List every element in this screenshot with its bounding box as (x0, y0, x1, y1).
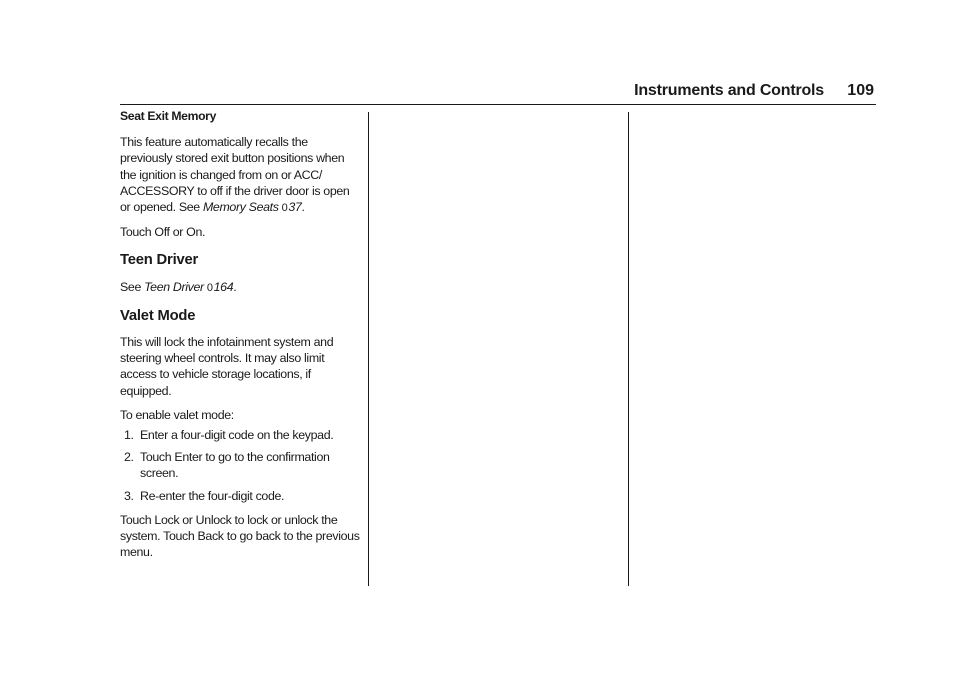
seat-exit-memory-paragraph (120, 134, 360, 216)
teen-driver-page-link[interactable]: 164 (213, 279, 234, 294)
page-ref-arrow-icon: 0 (281, 202, 288, 215)
step-number: 1. (124, 428, 134, 443)
valet-mode-steps (120, 427, 360, 504)
page-header (120, 82, 876, 104)
column-divider-1 (368, 112, 369, 586)
valet-mode-heading: Valet Mode (120, 307, 196, 324)
ref-period: . (301, 200, 305, 215)
section-title: Instruments and Controls (634, 82, 824, 99)
step-number: 3. (124, 488, 134, 503)
teen-driver-paragraph (120, 279, 360, 296)
step-text: Enter a four-digit code on the keypad. (140, 428, 334, 443)
left-column (120, 108, 360, 560)
step-text: Touch Enter to go to the confirmation screen. (140, 450, 330, 481)
seat-exit-memory-heading: Seat Exit Memory (120, 109, 217, 123)
teen-driver-heading: Teen Driver (120, 252, 199, 269)
seat-exit-memory-body: This feature automatically recalls the previously stored exit button positions when the ignition is changed from on or ACC/ ACCESSORY to off if the driver door is open or opened. See (120, 135, 350, 215)
valet-mode-intro: This will lock the infotainment system and steering wheel controls. It may also limit access to vehicle storage locations, if equipped. (120, 335, 334, 398)
valet-mode-closing: Touch Lock or Unlock to lock or unlock the system. Touch Back to go back to the previous menu. (120, 512, 360, 560)
memory-seats-link[interactable]: Memory Seats (202, 200, 279, 215)
ref-period: . (233, 279, 237, 294)
list-item (120, 488, 360, 504)
memory-seats-page-link[interactable]: 37 (288, 200, 302, 215)
step-text: Re-enter the four-digit code. (140, 488, 285, 503)
valet-mode-enable-lead: To enable valet mode: (120, 407, 234, 422)
list-item (120, 449, 360, 481)
page-number: 109 (847, 82, 874, 99)
page-ref-arrow-icon: 0 (206, 281, 213, 294)
column-divider-2 (628, 112, 629, 586)
teen-driver-link[interactable]: Teen Driver (144, 279, 204, 294)
step-number: 2. (124, 450, 134, 465)
list-item (120, 427, 360, 443)
see-prefix: See (120, 279, 141, 294)
seat-exit-memory-instruction: Touch Off or On. (120, 225, 206, 240)
header-divider (120, 104, 876, 105)
